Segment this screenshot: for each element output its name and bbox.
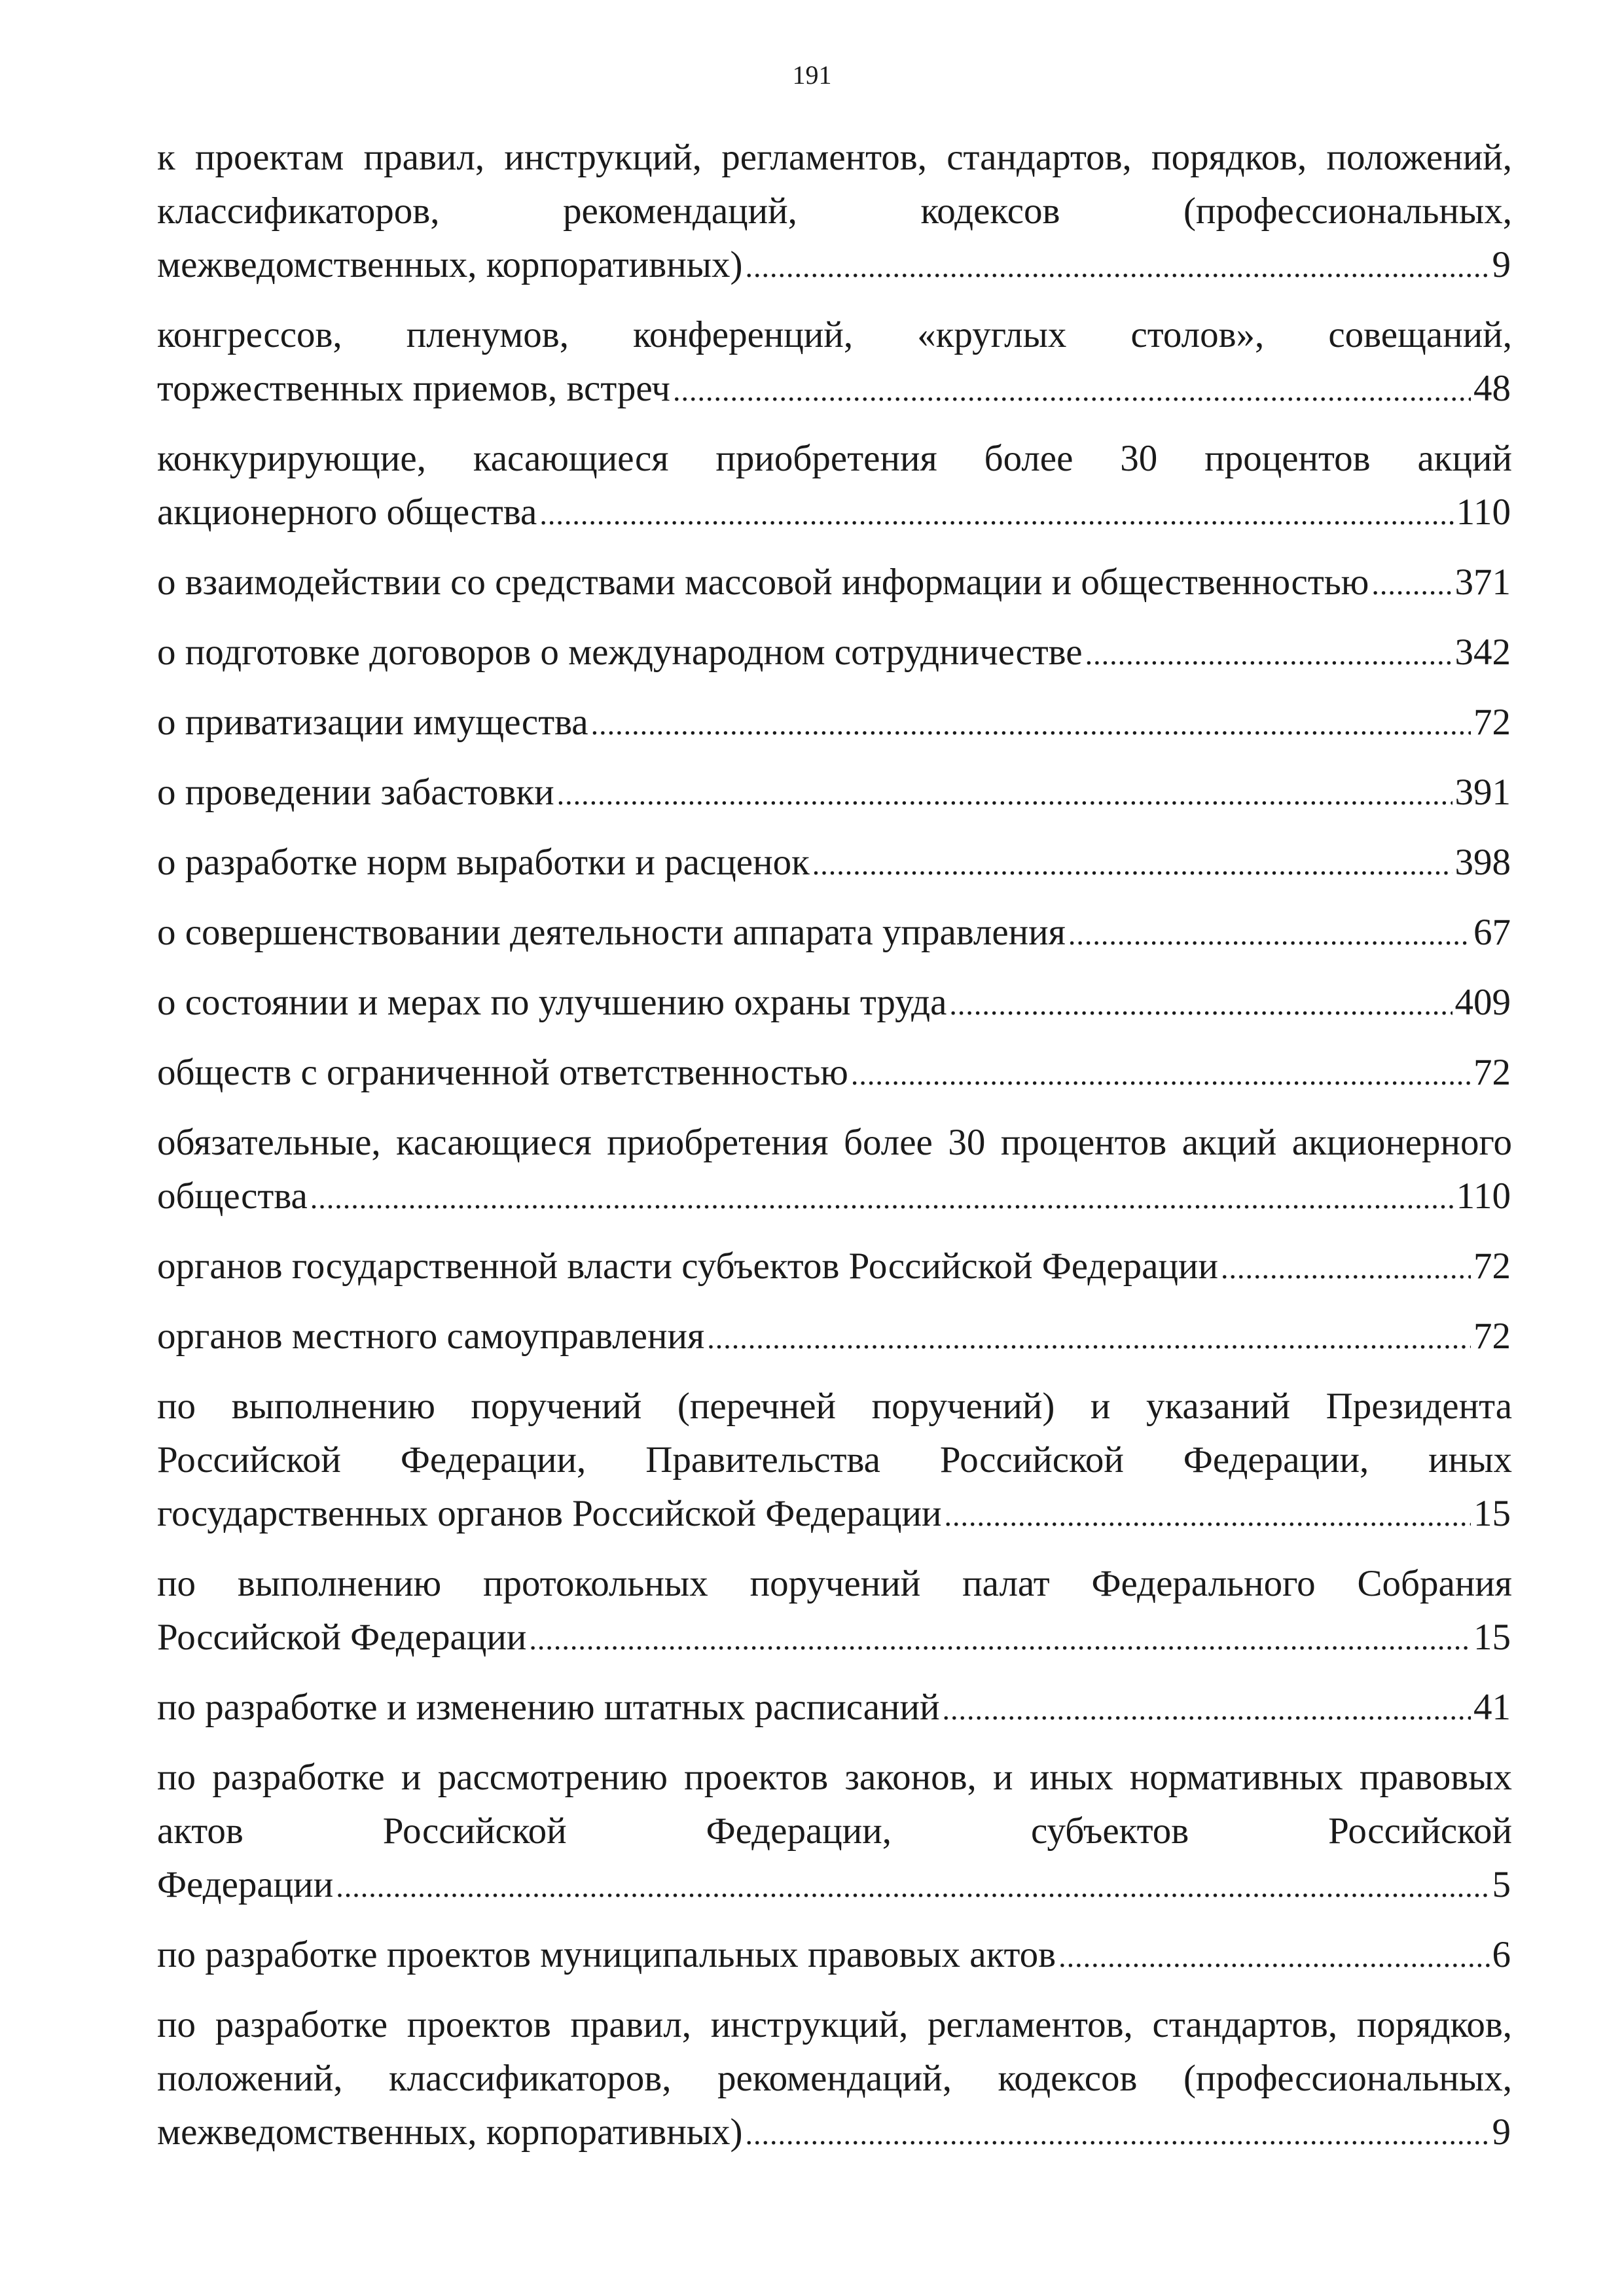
index-entry [157,1240,1512,1295]
index-entry [157,1046,1512,1102]
dot-leader [336,1860,1489,1914]
index-entry [157,696,1512,751]
dot-leader [310,1172,1454,1225]
entry-page-number: 409 [1454,982,1511,1023]
dot-leader [673,364,1471,418]
dot-leader [557,768,1453,821]
entry-text: межведомственных, корпоративных) [157,244,743,285]
index-entry [157,1928,1512,1984]
entry-line: по разработке проектов правил, инструкций, регламентов, стандартов, порядков, [157,2004,1512,2045]
entry-text: по разработке и изменению штатных расписаний [157,1687,940,1728]
entry-text: торжественных приемов, встреч [157,368,670,409]
entry-last-line [157,1046,1512,1102]
index-entry [157,131,1512,294]
index-entry [157,836,1512,891]
entry-text: по разработке проектов муниципальных правовых актов [157,1934,1056,1975]
entry-last-line [157,1487,1512,1543]
entry-text: межведомственных, корпоративных) [157,2111,743,2153]
entry-text: о состоянии и мерах по улучшению охраны труда [157,982,947,1023]
entry-page-number: 9 [1492,2111,1511,2153]
entry-text: органов государственной власти субъектов Российской Федерации [157,1246,1218,1287]
entry-page-number: 15 [1473,1493,1511,1534]
entry-text: о приватизации имущества [157,702,588,743]
entry-last-line [157,1240,1512,1295]
entry-page-number: 5 [1492,1864,1511,1905]
entry-last-line [157,836,1512,891]
entry-page-number: 398 [1454,842,1511,883]
entry-last-line [157,976,1512,1031]
page-number: 191 [792,60,832,90]
dot-leader [539,488,1453,541]
entry-last-line [157,1310,1512,1365]
entry-line: классификаторов, рекомендаций, кодексов (профессиональных, [157,190,1512,232]
entry-page-number: 371 [1454,562,1511,603]
entry-last-line [157,1681,1512,1736]
entry-last-line [157,766,1512,821]
entry-line: Российской Федерации, Правительства Российской Федерации, иных [157,1439,1512,1480]
index-entry [157,1310,1512,1365]
entry-page-number: 110 [1456,492,1511,533]
entry-text: государственных органов Российской Федерации [157,1493,942,1534]
entry-last-line [157,696,1512,751]
entry-page-number: 342 [1454,632,1511,673]
dot-leader [707,1312,1471,1365]
dot-leader [1068,908,1471,961]
entry-text: органов местного самоуправления [157,1316,705,1357]
entry-page-number: 72 [1473,1316,1511,1357]
entry-line: конгрессов, пленумов, конференций, «круглых столов», совещаний, [157,314,1512,355]
entry-page-number: 72 [1473,1052,1511,1093]
index-entry [157,308,1512,418]
entry-line: обязательные, касающиеся приобретения более 30 процентов акций акционерного [157,1122,1512,1163]
index-entry [157,1380,1512,1543]
entry-line: конкурирующие, касающиеся приобретения более 30 процентов акций [157,438,1512,479]
entry-text: Российской Федерации [157,1617,527,1658]
entry-text: о совершенствовании деятельности аппарата управления [157,912,1066,953]
dot-leader [1058,1930,1489,1984]
entry-text: о подготовке договоров о международном сотрудничестве [157,632,1083,673]
dot-leader [1085,628,1453,681]
entry-line: по разработке и рассмотрению проектов законов, и иных нормативных правовых [157,1757,1512,1798]
index-entry [157,1116,1512,1225]
entry-page-number: 9 [1492,244,1511,285]
index-entry [157,1998,1512,2161]
index-entry [157,1751,1512,1914]
index-entry [157,766,1512,821]
entry-text: о разработке норм выработки и расценок [157,842,810,883]
dot-leader [943,1683,1471,1736]
index-entry [157,906,1512,961]
entry-last-line [157,626,1512,681]
entry-page-number: 110 [1456,1175,1511,1217]
entry-line: актов Российской Федерации, субъектов Российской [157,1810,1512,1852]
entry-last-line [157,1170,1512,1225]
index-entry [157,1681,1512,1736]
entry-line: к проектам правил, инструкций, регламентов, стандартов, порядков, положений, [157,137,1512,178]
index-list [157,131,1512,2176]
index-entry [157,1557,1512,1666]
index-entry [157,432,1512,541]
entry-last-line [157,1858,1512,1914]
entry-line: по выполнению протокольных поручений палат Федерального Собрания [157,1563,1512,1604]
entry-text: акционерного общества [157,492,537,533]
entry-text: Федерации [157,1864,334,1905]
entry-page-number: 48 [1473,368,1511,409]
entry-last-line [157,2106,1512,2161]
entry-last-line [157,362,1512,418]
entry-last-line [157,1611,1512,1666]
dot-leader [944,1489,1471,1543]
entry-text: обществ с ограниченной ответственностью [157,1052,848,1093]
entry-line: по выполнению поручений (перечней поручений) и указаний Президента [157,1386,1512,1427]
dot-leader [1221,1242,1471,1295]
entry-page-number: 72 [1473,702,1511,743]
entry-text: о взаимодействии со средствами массовой информации и общественностью [157,562,1369,603]
dot-leader [529,1613,1471,1666]
entry-text: общества [157,1175,308,1217]
entry-page-number: 15 [1473,1617,1511,1658]
index-entry [157,626,1512,681]
entry-last-line [157,486,1512,541]
dot-leader [591,698,1471,751]
entry-line: положений, классификаторов, рекомендаций, кодексов (профессиональных, [157,2058,1512,2099]
dot-leader [746,2108,1490,2161]
entry-text: о проведении забастовки [157,772,554,813]
entry-last-line [157,906,1512,961]
dot-leader [746,240,1490,294]
dot-leader [1371,558,1452,611]
entry-page-number: 391 [1454,772,1511,813]
dot-leader [851,1048,1471,1102]
entry-page-number: 67 [1473,912,1511,953]
dot-leader [949,978,1452,1031]
entry-page-number: 41 [1473,1687,1511,1728]
entry-page-number: 6 [1492,1934,1511,1975]
entry-last-line [157,556,1512,611]
entry-last-line [157,238,1512,294]
index-entry [157,976,1512,1031]
entry-last-line [157,1928,1512,1984]
index-entry [157,556,1512,611]
dot-leader [812,838,1453,891]
entry-page-number: 72 [1473,1246,1511,1287]
